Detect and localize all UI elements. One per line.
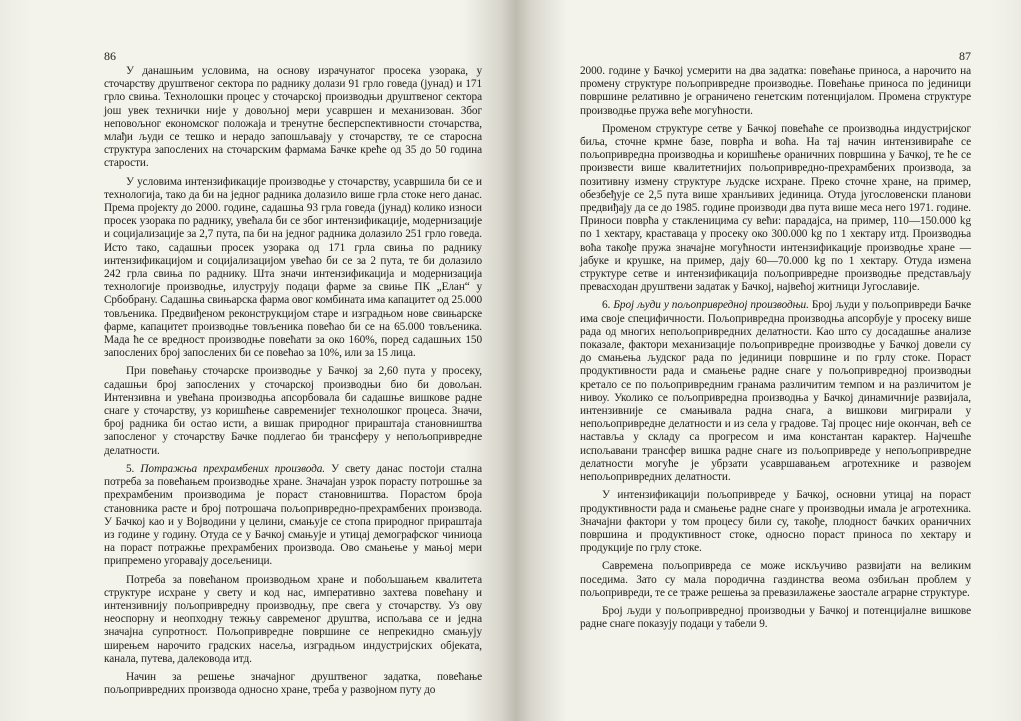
paragraph: При повећању сточарске производње у Бачкој за 2,60 пута у просеку, садашњи број запослених у сточарској производњи био би довољан. Интензивна и увећана производња апсорбовала би садашње вишкове радне снаге у сточарству, уз коришћење савременијег технолошког процеса. Значи, број радника би остао исти, а вишак природног прираштаја становништва запосленог у сточарству Бачке подлегао би трансферу у непољопривредне делатности. xyxy=(104,365,482,457)
section-text: Број људи у пољопривреди Бачке има своје специфичности. Пољопривредна производња апсорбује у просеку више рада од многих непољопривредних делатности. Као што су досадашње анализе показале, фактори механизације пољопривредне производње у Бачкој довели су до смањења људског рада по јединици површине и по грлу стоке. Пораст продуктивности рада и смањење радне снаге у пољопривредној производњи кретало се по пољопривредним гранама различитим темпом и на различитом је нивоу. Уколико се пољопривредна производња у Бачкој динамичније развијала, интензивније се смањивала радна снага, а вишкови мигрирали у непољопривредне делатности и из села у градове. Тај процес није окончан, већ се наставља у складу са прогресом и има константан карактер. Најчешће испољавани трансфер вишка радне снаге из пољопривреде у непољопривредне делатности могуће је убрзати усавршавањем агротехнике и развојем непољопривредних делатности. xyxy=(580,299,971,484)
right-page-text xyxy=(580,65,971,631)
section-number: 5. xyxy=(126,462,135,475)
page-number-left: 86 xyxy=(104,49,116,63)
paragraph: Начин за решење значајног друштвеног задатка, повећање пољопривредних производа односно хране, треба у развојном путу до xyxy=(104,670,482,697)
paragraph: У интензификацији пољопривреде у Бачкој, основни утицај на пораст продуктивности рада и смањење радне снаге у производњи имала је агротехника. Значајни фактори у том процесу били су, такође, плодност бачких ораничних површина и продуктивност стоке, односно пораст приноса по хектару и продукције по грлу стоке. xyxy=(580,489,971,555)
paragraph: Савремена пољопривреда се може искључиво развијати на великим поседима. Зато су мала породична газдинства веома озбиљан проблем у пољопривреди, те се траже решења за превазилажење заостале аграрне структуре. xyxy=(580,560,971,599)
continued-paragraph: 2000. године у Бачкој усмерити на два задатка: повећање приноса, а нарочито на промену структуре пољопривредне производње. Повећање приноса по јединици површине релативно је ограничено генетским потенцијалом. Промена структуре производње пружа веће могућности. xyxy=(580,65,971,117)
section-title: Број људи у пољопривредној производњи. xyxy=(613,299,809,312)
paragraph: Број људи у пољопривредној производњи у Бачкој и потенцијалне вишкове радне снаге показују подаци у табели 9. xyxy=(580,604,971,631)
section-title: Потражња прехрамбених производа. xyxy=(140,462,326,475)
section-number: 6. xyxy=(602,299,611,312)
paragraph: У данашњим условима, на основу израчунатог просека узорака, у сточарству друштвеног сектора по раднику долази 91 грло говеда (јунад) и 171 грло свиња. Технолошки процес у сточарској производњи друштвеног сектора још увек технички није у довољној мери усавршен и механизован. Због неповољног економског положаја и тренутне бесперспективности сточарства, млађи људи се тешко и нерадо запошљавају у сточарству, те се старосна структура запослених на сточарским фармама Бачке креће од 35 до 50 година старости. xyxy=(104,65,482,170)
paragraph: Променом структуре сетве у Бачкој повећаће се производња индустријског биља, сточне крмне базе, поврћа и воћа. На тај начин интензивираће се пољопривредна производња и коришћење ораничних површина у Бачкој, те ће се произвести више квалитетнијих пољопривредно-прехрамбених производа, за позитивну измену структуре људске исхране. Преко сточне хране, на пример, обезбеђује се 2,5 пута више хранљивих јединица. Отуда југословенски планови предвиђају да се до 1985. године производи два пута више меса него 1971. године. Приноси поврћа у стакленицима су већи: парадајса, на пример, 110—150.000 kg по 1 хектару, краставаца у просеку око 300.000 kg по 1 хектару итд. Производња воћа такође пружа значајне могућности интензификације производње хране — јабуке и крушке, на пример, дају 60—70.000 kg по 1 хектару. Отуда измена структуре сетве и интензификација пољопривредне производње представљају превасходан друштвени задатак у Бачкој, највећој житници Југославије. xyxy=(580,122,971,294)
section-paragraph xyxy=(580,299,971,484)
page-number-right: 87 xyxy=(959,49,971,63)
right-page xyxy=(516,0,1021,721)
section-text: У свету данас постоји стална потреба за повећањем производње хране. Значајан узрок порасту потрошње за прехрамбеним производима је пораст становништва. Порастом броја становника расте и број потрошача пољопривредно-прехрамбених производа. У Бачкој као и у Војводини у целини, смањује се стопа природног прираштаја из године у годину. Отуда се у Бачкој смањује и утицај демографског чиниоца на пораст потражње прехрамбених производа. Ово смањење у мањој мери припремено угоравају досељеници. xyxy=(104,462,482,568)
paragraph: У условима интензификације производње у сточарству, усавршила би се и технологија, тако да би на једног радника долазило више грла стоке него данас. Према пројекту до 2000. године, садашња 93 грла говеда (јунад) колико износи просек узорака по раднику, увећала би се због интензификације, модернизације и социјализације за 2,7 пута, па би на једног радника долазило 251 грло говеда. Исто тако, садашњи просек узорака од 171 грла свиња по раднику интензификацијом и социјализацијом увећао би се за 2 пута, те би долазило 242 грла свиња по раднику. Шта значи интензификација и модернизација технологије производње, илуструју подаци фарме за свиње ПК „Елан“ у Србобрану. Садашња свињарска фарма овог комбината има капацитет од 25.000 товљеника. Предвиђеном реконструкцијом старе и изградњом нове свињарске фарме, капацитет производње товљеника повећао би се на 65.000 товљеника. Мада ће се вредност производње повећати за око 160%, поред садашњих 150 запослених број запослених би се повећао за 10%, или за 15 лица. xyxy=(104,175,482,360)
paragraph: Потреба за повећаном производњом хране и побољшањем квалитета структуре исхране у свету и код нас, императивно захтева повећану и интензивнију пољопривредну производњу, пре свега у сточарству. Уз ову неоспорну и неопходну тежњу савременог друштва, испољава се и једна значајна супротност. Пољопривредне површине се непрекидно смањују ширењем нарочито градских насеља, изградњом индустријских објеката, канала, путева, далековода итд. xyxy=(104,573,482,665)
section-paragraph xyxy=(104,463,482,569)
left-page-text xyxy=(104,65,482,697)
